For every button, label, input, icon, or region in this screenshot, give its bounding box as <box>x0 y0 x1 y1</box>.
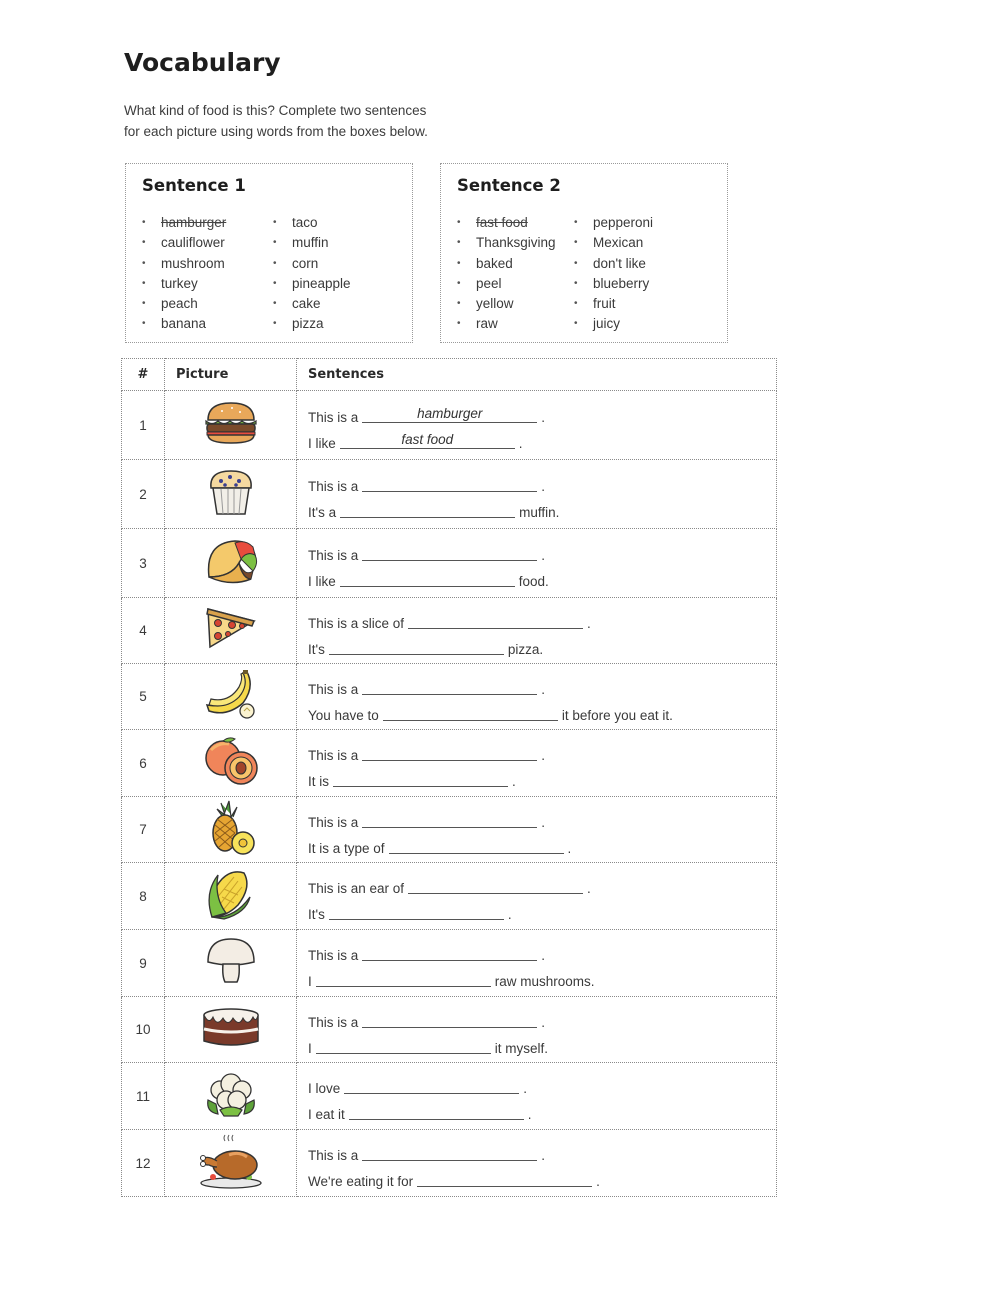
sentence-1 <box>308 671 776 697</box>
hamburger-icon <box>202 400 260 446</box>
sentence-1 <box>308 1004 776 1030</box>
word-list-column <box>574 213 653 335</box>
instructions-line-1: What kind of food is this? Complete two sentences <box>124 103 427 118</box>
row-picture <box>165 529 297 598</box>
sentence-suffix: . <box>512 774 516 789</box>
word-item: • raw <box>457 314 556 334</box>
turkey-icon <box>199 1133 263 1189</box>
mushroom-icon <box>205 936 257 986</box>
word-item: • mushroom <box>142 254 226 274</box>
word-item: • pepperoni <box>574 213 653 233</box>
sentence-prefix: I <box>308 974 312 989</box>
sentence-suffix: . <box>596 1174 600 1189</box>
sentence-suffix: food. <box>518 574 549 589</box>
sentence-prefix: It's a <box>308 505 337 520</box>
sentence-prefix: This is a <box>308 548 359 563</box>
instructions-line-2: for each picture using words from the boxes below. <box>124 123 428 139</box>
row-sentences <box>297 598 777 664</box>
word-item: • fast food <box>457 213 556 233</box>
pizza-slice-icon <box>202 605 260 651</box>
row-sentences <box>297 529 777 598</box>
row-sentences <box>297 391 777 460</box>
sentence-2 <box>308 763 776 789</box>
cake-icon <box>201 1005 261 1049</box>
exercise-table <box>121 358 777 1197</box>
word-item: • cauliflower <box>142 233 226 253</box>
sentence-prefix: It's <box>308 907 325 922</box>
row-sentences <box>297 460 777 529</box>
sentence-suffix: . <box>567 840 572 856</box>
sentence-prefix: It is <box>308 774 330 789</box>
table-row <box>122 797 777 863</box>
row-number: 7 <box>122 797 165 863</box>
table-row <box>122 460 777 529</box>
row-sentences <box>297 930 777 997</box>
sentence-suffix: . <box>587 615 591 631</box>
answer-blank[interactable] <box>329 638 504 655</box>
row-picture <box>165 797 297 863</box>
sentence-suffix: raw mushrooms. <box>494 974 595 989</box>
row-picture <box>165 1063 297 1130</box>
row-number: 8 <box>122 863 165 930</box>
table-row <box>122 863 777 930</box>
answer-blank[interactable] <box>362 1011 537 1028</box>
row-number: 6 <box>122 730 165 797</box>
row-sentences <box>297 863 777 930</box>
sentence-2 <box>308 1030 776 1056</box>
instructions <box>124 101 484 142</box>
sentence-prefix: This is a <box>308 681 359 697</box>
peach-icon <box>201 736 261 786</box>
sentence-1 <box>308 1070 776 1096</box>
word-item: • corn <box>273 254 351 274</box>
sentence-suffix: . <box>518 436 523 451</box>
answer-blank[interactable] <box>362 678 537 695</box>
sentence-2 <box>308 425 776 451</box>
word-item: • juicy <box>574 314 653 334</box>
row-number: 3 <box>122 529 165 598</box>
word-box-title: Sentence 2 <box>457 176 561 195</box>
pineapple-icon <box>203 799 259 855</box>
sentence-prefix: I <box>308 1040 312 1056</box>
table-row <box>122 997 777 1063</box>
answer-blank[interactable] <box>316 1037 491 1054</box>
cauliflower-icon <box>204 1070 258 1118</box>
sentence-1 <box>308 937 776 963</box>
sentence-suffix: . <box>541 814 546 830</box>
row-sentences <box>297 797 777 863</box>
sentence-2 <box>308 830 776 856</box>
row-number: 10 <box>122 997 165 1063</box>
answer-blank[interactable] <box>340 570 515 587</box>
row-picture <box>165 1130 297 1197</box>
sentence-prefix: It's <box>308 641 325 657</box>
row-picture <box>165 730 297 797</box>
sentence-prefix: This is a <box>308 748 359 763</box>
sentence-suffix: . <box>541 1148 546 1163</box>
row-picture <box>165 930 297 997</box>
row-sentences <box>297 1063 777 1130</box>
sentence-suffix: . <box>541 548 546 563</box>
page-title: Vocabulary <box>124 48 281 77</box>
sentence-2 <box>308 1163 776 1189</box>
word-item: • cake <box>273 294 351 314</box>
sentence-1 <box>308 1137 776 1163</box>
sentence-2 <box>308 1096 776 1122</box>
table-row <box>122 1063 777 1130</box>
sentence-2 <box>308 896 776 922</box>
word-item: • fruit <box>574 294 653 314</box>
table-row <box>122 930 777 997</box>
answer-blank[interactable] <box>349 1103 524 1120</box>
sentence-prefix: I like <box>308 574 336 589</box>
row-number: 9 <box>122 930 165 997</box>
sentence-prefix: It is a type of <box>308 840 385 856</box>
word-item: • Mexican <box>574 233 653 253</box>
sentence-suffix: it before you eat it. <box>561 707 673 723</box>
sentence-suffix: . <box>541 1014 546 1030</box>
sentence-1 <box>308 399 776 425</box>
answer-blank[interactable] <box>329 903 504 920</box>
answer-blank[interactable] <box>408 877 583 894</box>
word-item: • pizza <box>273 314 351 334</box>
sentence-suffix: . <box>507 907 512 922</box>
sentence-1 <box>308 537 776 563</box>
word-item: • peel <box>457 274 556 294</box>
column-header-sentences: Sentences <box>297 359 777 391</box>
sentence-prefix: This is a <box>308 1148 359 1163</box>
row-picture <box>165 460 297 529</box>
row-number: 1 <box>122 391 165 460</box>
answer-blank[interactable] <box>362 744 537 761</box>
column-header-picture: Picture <box>165 359 297 391</box>
table-row <box>122 391 777 460</box>
sentence-2 <box>308 494 776 520</box>
sentence-2 <box>308 563 776 589</box>
table-row <box>122 1130 777 1197</box>
table-row <box>122 529 777 598</box>
row-sentences <box>297 997 777 1063</box>
sentence-prefix: This is a <box>308 410 359 425</box>
row-picture <box>165 863 297 930</box>
word-item: • taco <box>273 213 351 233</box>
answer-blank[interactable] <box>383 704 558 721</box>
answer-blank[interactable] <box>417 1170 592 1187</box>
answer-blank[interactable] <box>333 770 508 787</box>
sentence-prefix: This is a <box>308 479 359 494</box>
sentence-prefix: This is a <box>308 814 359 830</box>
answer-blank[interactable]: fast food <box>340 432 515 449</box>
word-item: • pineapple <box>273 274 351 294</box>
sentence-suffix: . <box>541 948 546 963</box>
table-row <box>122 598 777 664</box>
sentence-suffix: . <box>541 410 546 425</box>
sentence-1 <box>308 737 776 763</box>
word-item: • baked <box>457 254 556 274</box>
word-item: • hamburger <box>142 213 226 233</box>
answer-blank[interactable] <box>362 811 537 828</box>
sentence-1 <box>308 605 776 631</box>
row-number: 11 <box>122 1063 165 1130</box>
answer-blank[interactable] <box>340 501 515 518</box>
word-item: • peach <box>142 294 226 314</box>
word-list-column <box>457 213 556 335</box>
row-picture <box>165 598 297 664</box>
word-box-sentence-1 <box>125 163 413 343</box>
sentence-prefix: I love <box>308 1081 341 1096</box>
answer-blank[interactable]: hamburger <box>362 406 537 423</box>
sentence-suffix: . <box>587 881 591 896</box>
row-picture <box>165 391 297 460</box>
row-picture <box>165 664 297 730</box>
table-row <box>122 664 777 730</box>
sentence-suffix: . <box>541 681 546 697</box>
word-item: • don't like <box>574 254 653 274</box>
sentence-prefix: I like <box>308 436 336 451</box>
word-box-title: Sentence 1 <box>142 176 246 195</box>
banana-icon <box>203 669 259 719</box>
sentence-1 <box>308 804 776 830</box>
word-box-sentence-2 <box>440 163 728 343</box>
word-item: • blueberry <box>574 274 653 294</box>
sentence-suffix: muffin. <box>519 505 560 520</box>
sentence-2 <box>308 631 776 657</box>
sentence-1 <box>308 870 776 896</box>
answer-blank[interactable] <box>344 1077 519 1094</box>
taco-icon <box>201 537 261 585</box>
word-item: • banana <box>142 314 226 334</box>
muffin-icon <box>206 468 256 516</box>
word-list-column <box>142 213 226 335</box>
sentence-suffix: . <box>541 479 546 494</box>
row-number: 4 <box>122 598 165 664</box>
sentence-prefix: This is a slice of <box>308 615 405 631</box>
sentence-suffix: . <box>541 748 546 763</box>
sentence-suffix: it myself. <box>494 1040 549 1056</box>
answer-blank[interactable] <box>362 1144 537 1161</box>
answer-blank[interactable] <box>362 944 537 961</box>
sentence-1 <box>308 468 776 494</box>
row-number: 12 <box>122 1130 165 1197</box>
sentence-prefix: This is an ear of <box>308 881 405 896</box>
sentence-suffix: . <box>527 1107 532 1122</box>
row-sentences <box>297 1130 777 1197</box>
row-number: 2 <box>122 460 165 529</box>
row-picture <box>165 997 297 1063</box>
word-item: • yellow <box>457 294 556 314</box>
answer-blank[interactable] <box>389 837 564 854</box>
sentence-prefix: I eat it <box>308 1107 345 1122</box>
answer-blank[interactable] <box>362 544 537 561</box>
sentence-prefix: This is a <box>308 948 359 963</box>
sentence-prefix: We're eating it for <box>308 1174 414 1189</box>
word-list-column <box>273 213 351 335</box>
column-header-number: # <box>122 359 165 391</box>
word-item: • muffin <box>273 233 351 253</box>
sentence-2 <box>308 697 776 723</box>
row-sentences <box>297 664 777 730</box>
table-header-row <box>122 359 777 391</box>
sentence-suffix: pizza. <box>507 641 544 657</box>
row-number: 5 <box>122 664 165 730</box>
row-sentences <box>297 730 777 797</box>
sentence-prefix: This is a <box>308 1014 359 1030</box>
table-row <box>122 730 777 797</box>
sentence-prefix: You have to <box>308 707 379 723</box>
answer-blank[interactable] <box>316 970 491 987</box>
answer-blank[interactable] <box>408 612 583 629</box>
sentence-suffix: . <box>523 1081 528 1096</box>
corn-icon <box>204 867 258 921</box>
answer-blank[interactable] <box>362 475 537 492</box>
sentence-2 <box>308 963 776 989</box>
word-item: • Thanksgiving <box>457 233 556 253</box>
word-item: • turkey <box>142 274 226 294</box>
